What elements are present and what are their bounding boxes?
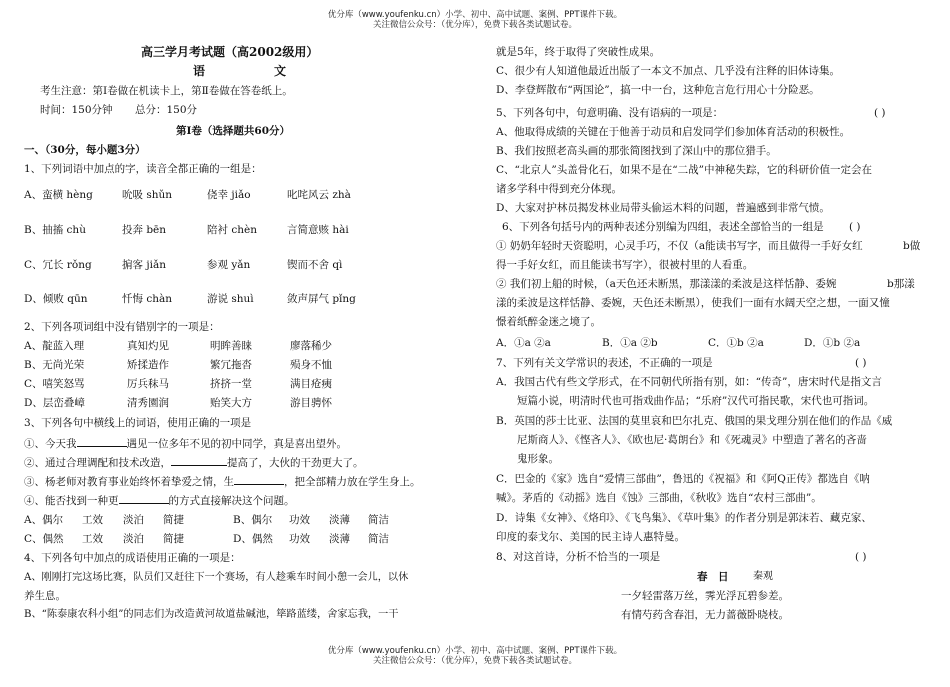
- q1-option-c-3: 参观 yǎn: [207, 259, 251, 271]
- q7-option-c-line-2: 喊》。茅盾的《动摇》选自《蚀》三部曲，《秋收》选自“农村三部曲”。: [496, 492, 822, 504]
- q2-option-a-1: A、靛蓝入理: [24, 340, 85, 352]
- q3-opt-d-3: 淡薄: [329, 533, 350, 545]
- q2-option-b-4: 殒身不恤: [290, 359, 332, 371]
- q6-opt-b: B．①a ②b: [602, 337, 658, 349]
- q2-option-a-2: 真知灼见: [127, 340, 169, 352]
- subject-char-2: 文: [274, 64, 287, 78]
- q2-option-a-4: 廖落稀少: [290, 340, 332, 352]
- q1-option-a-2: 吮吸 shǔn: [122, 189, 173, 201]
- q1-option-b-2: 投奔 bēn: [122, 224, 167, 236]
- question-1: 1、下列词语中加点的字，读音全都正确的一组是：: [24, 163, 262, 175]
- q1-option-a-1: A、蛮横 hèng: [24, 189, 93, 201]
- header-line-1: 优分库（www.youfenku.cn）小学、初中、高中试题、案例、PPT课件下载。: [327, 10, 623, 20]
- q6-item-2-line-3: 憬着纸醉金迷之境了。: [496, 316, 601, 328]
- q3-s3-blank: [234, 474, 284, 485]
- q3-opt-a-4: 简捷: [163, 514, 184, 526]
- q2-option-c-4: 满目疮痍: [290, 378, 332, 390]
- q2-option-b-1: B、无尚光荣: [24, 359, 85, 371]
- q4-option-c: C、很少有人知道他最近出版了一本文不加点、几乎没有注释的旧体诗集。: [496, 65, 841, 77]
- q3-s1-blank: [77, 436, 127, 447]
- q1-option-d-1: D、倾败 qūn: [24, 293, 88, 305]
- subject-char-1: 语: [193, 64, 206, 78]
- q2-option-a-3: 明眸善睐: [210, 340, 252, 352]
- poem-line-1: 一夕轻雷落万丝，霁光浮瓦碧参差。: [621, 590, 789, 602]
- q3-opt-d-2: 功效: [289, 533, 310, 545]
- q2-option-d-2: 清秀園润: [127, 397, 169, 409]
- section-one-heading: 一、（30分，每小题3分）: [24, 144, 146, 156]
- q3-opt-a-3: 淡泊: [123, 514, 144, 526]
- q3-opt-c-4: 简捷: [163, 533, 184, 545]
- q8-answer-paren: ( ): [855, 551, 867, 563]
- q3-opt-b-2: 功效: [289, 514, 310, 526]
- q3-sentence-2: [24, 455, 364, 470]
- q3-sentence-4: [24, 493, 295, 508]
- q3-opt-a-2: 工效: [82, 514, 103, 526]
- q3-s2-blank: [171, 455, 227, 466]
- q7-option-d-line-2: 印度的泰戈尔、美国的民主诗人惠特曼。: [496, 531, 685, 543]
- q5-option-b: B、我们按照老高头画的那张简图找到了深山中的那位猎手。: [496, 145, 777, 157]
- q7-option-a-line-1: A．我国古代有些文学形式，在不同朝代所指有别，如：“传奇”，唐宋时代是指文言: [496, 376, 882, 388]
- q3-opt-d-4: 简洁: [368, 533, 389, 545]
- page-header: [0, 10, 950, 30]
- q7-option-d-line-1: D．诗集《女神》、《烙印》、《飞鸟集》、《草叶集》的作者分别是郭沫若、藏克家、: [496, 512, 872, 524]
- q1-option-b-4: 言简意赅 hài: [287, 224, 349, 236]
- q5-answer-paren: ( ): [874, 107, 886, 119]
- q7-option-c-line-1: C．巴金的《家》选自“爱情三部曲”，鲁迅的《祝福》和《阿Q正传》都选自《呐: [496, 473, 870, 485]
- exam-time: 时间：150分钟: [40, 104, 113, 116]
- q1-option-c-4: 锲而不舍 qì: [287, 259, 343, 271]
- q6-item-2-b: b那漾: [887, 278, 915, 290]
- q6-item-1-line-1: ① 奶奶年轻时天资聪明，心灵手巧，不仅（a能读书写字，而且做得一手好女红: [496, 240, 863, 252]
- q2-option-b-2: 矫揉造作: [127, 359, 169, 371]
- question-6: 6、下列各句括号内的两种表述分别编为四组，表述全部恰当的一组是: [502, 221, 824, 233]
- poem-title: 春 日: [697, 571, 729, 583]
- q3-opt-d-1: D、偶然: [233, 533, 273, 545]
- part-one-title: 第Ⅰ卷（选择题共60分）: [176, 125, 291, 137]
- q4-option-a-line-2: 养生息。: [24, 590, 66, 602]
- q3-opt-b-4: 简洁: [368, 514, 389, 526]
- q7-option-a-line-2: 短篇小说，明清时代也可指戏曲作品；“乐府”汉代可指民歌，宋代也可指词。: [517, 395, 875, 407]
- exam-title: 高三学月考试题（高2002级用）: [141, 45, 319, 59]
- q6-item-1-line-2: 得一手好女红，而且能读书写字），很被村里的人看重。: [496, 259, 754, 271]
- q3-opt-c-1: C、偶然: [24, 533, 64, 545]
- q5-option-a: A、他取得成绩的关键在于他善于动员和启发同学们参加体育活动的积极性。: [496, 126, 851, 138]
- q3-opt-c-2: 工效: [82, 533, 103, 545]
- q6-item-2-line-2: 漾的柔波是这样恬静、委婉，天色还未断黑），使我们一面有水阔天空之想，一面又憧: [496, 297, 890, 309]
- r-continue-line: 就是5年，终于取得了突破性成果。: [496, 46, 661, 58]
- q4-option-d: D、李登辉散布“两国论”，搞一中一台，这种危言危行用心十分险恶。: [496, 84, 820, 96]
- q3-sentence-3: [24, 474, 421, 489]
- page-footer: [0, 646, 950, 666]
- exam-notice: 考生注意：第Ⅰ卷做在机读卡上，第Ⅱ卷做在答卷纸上。: [40, 85, 293, 97]
- q3-s3-end: ，把全部精力放在学生身上。: [284, 476, 421, 488]
- q6-item-2-line-1: ② 我们初上船的时候，（a天色还未断黑，那漾漾的柔波是这样恬静、委婉: [496, 278, 837, 290]
- question-5: 5、下列各句中，句意明确、没有语病的一项是：: [496, 107, 724, 119]
- question-8: 8、对这首诗，分析不恰当的一项是: [496, 551, 661, 563]
- q3-sentence-1: [24, 436, 347, 451]
- question-4: 4、下列各句中加点的成语使用正确的一项是：: [24, 552, 241, 564]
- q2-option-b-3: 繁冗拖沓: [210, 359, 252, 371]
- q1-option-b-3: 陪衬 chèn: [207, 224, 257, 236]
- q2-option-c-3: 挤挤一堂: [210, 378, 252, 390]
- q3-opt-b-1: B、偶尔: [233, 514, 273, 526]
- q7-option-b-line-1: B．英国的莎士比亚、法国的莫里哀和巴尔扎克、俄国的果戈理分别在他们的作品《威: [496, 415, 893, 427]
- q3-s2-end: 提高了，大伙的干劲更大了。: [227, 457, 364, 469]
- q6-answer-paren: ( ): [849, 221, 861, 233]
- q3-opt-c-3: 淡泊: [123, 533, 144, 545]
- question-2: 2、下列各项词组中没有错别字的一项是：: [24, 321, 220, 333]
- q1-option-d-3: 游说 shuì: [207, 293, 254, 305]
- q1-option-b-1: B、抽搐 chù: [24, 224, 86, 236]
- q1-option-c-2: 掮客 jiǎn: [122, 259, 166, 271]
- q4-option-a-line-1: A、刚刚打完这场比赛，队员们又赶往下一个赛场，有人趁乘车时间小憩一会儿，以休: [24, 572, 409, 583]
- q3-s1-end: 遇见一位多年不见的初中同学，真是喜出望外。: [126, 438, 347, 450]
- q5-option-c-line-2: 诸多学科中得到充分体现。: [496, 183, 622, 195]
- q3-s4-start: ④、能否找到一种更: [24, 495, 119, 507]
- q4-option-b-line-1: B、“陈泰康农科小组”的同志们为改造黄河故道盐碱池，筚路蓝缕，舍家忘我，一干: [24, 609, 399, 620]
- footer-line-1: 优分库（www.youfenku.cn）小学、初中、高中试题、案例、PPT课件下载。: [327, 646, 623, 656]
- q2-option-d-3: 贻笑大方: [210, 397, 252, 409]
- q2-option-c-2: 厉兵秣马: [127, 378, 169, 390]
- poem-line-2: 有情芍药含春泪，无力蔷薇卧晓枝。: [621, 609, 789, 621]
- q3-s3-start: ③、杨老师对教育事业始终怀着挚爱之情，生: [24, 476, 234, 488]
- poem-author: 秦观: [753, 571, 773, 582]
- q1-option-c-1: C、冗长 rǒng: [24, 259, 92, 271]
- q7-answer-paren: ( ): [855, 357, 867, 369]
- q3-s1-start: ①、今天我: [24, 438, 77, 450]
- q5-option-c-line-1: C、“北京人”头盖骨化石，如果不是在“二战”中神秘失踪，它的科研价值一定会在: [496, 164, 873, 176]
- q2-option-d-4: 游目骋怀: [290, 397, 332, 409]
- q3-opt-b-3: 淡薄: [329, 514, 350, 526]
- q3-s4-end: 的方式直接解决这个问题。: [168, 495, 295, 507]
- q5-option-d: D、大家对护林员揭发林业局带头偷运木料的问题，普遍感到非常气愤。: [496, 202, 830, 214]
- q6-opt-c: C．①b ②a: [708, 337, 764, 349]
- q1-option-d-4: 敛声屏气 pǐng: [287, 293, 356, 305]
- exam-score: 总分：150分: [135, 104, 198, 116]
- q2-option-d-1: D、层峦叠嶂: [24, 397, 85, 409]
- q3-opt-a-1: A、偶尔: [24, 514, 64, 526]
- q1-option-d-2: 忏悔 chàn: [122, 293, 173, 305]
- q7-option-b-line-3: 鬼形象。: [517, 453, 559, 465]
- q3-s2-start: ②、通过合理调配和技术改造，: [24, 457, 171, 469]
- q1-option-a-3: 侥幸 jiǎo: [207, 189, 251, 201]
- q6-opt-a: A．①a ②a: [496, 337, 551, 349]
- q2-option-c-1: C、嘻笑怒骂: [24, 378, 85, 390]
- question-7: 7、下列有关文学常识的表述，不正确的一项是: [496, 357, 713, 369]
- footer-line-2: 关注微信公众号：（优分库），免费下载各类试题试卷。: [372, 656, 577, 666]
- q3-s4-blank: [119, 493, 169, 504]
- q7-option-b-line-2: 尼斯商人》、《悭吝人》、《欧也尼·葛朗台》和《死魂灵》中塑造了著名的吝啬: [517, 434, 867, 446]
- q1-option-a-4: 叱咤风云 zhà: [287, 189, 351, 201]
- q6-item-1-b: b做: [903, 240, 921, 252]
- header-line-2: 关注微信公众号：（优分库），免费下载各类试题试卷。: [372, 20, 577, 30]
- q6-opt-d: D．①b ②a: [804, 337, 861, 349]
- question-3: 3、下列各句中横线上的词语，使用正确的一项是: [24, 417, 252, 429]
